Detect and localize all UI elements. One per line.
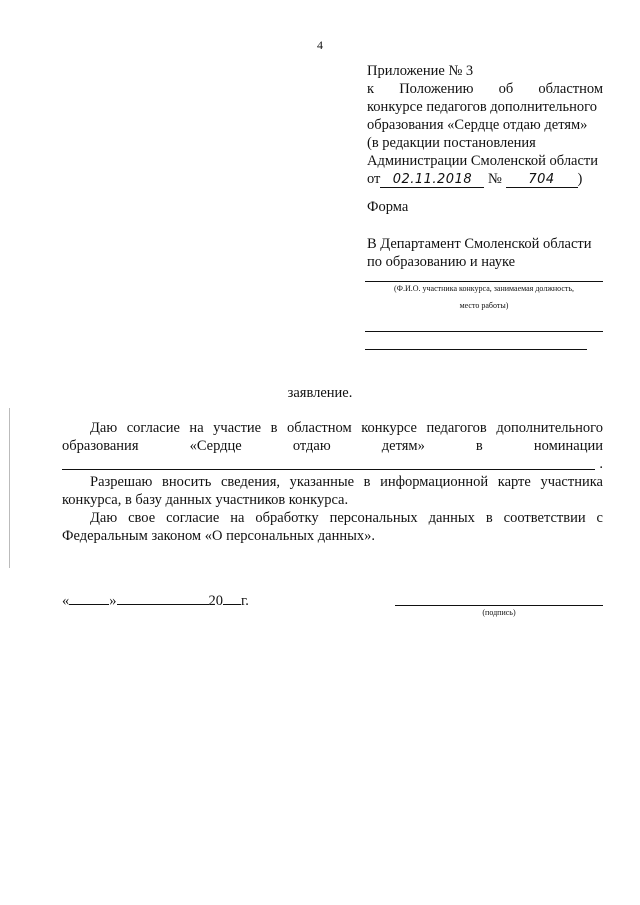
appendix-line-4: образования «Сердце отдаю детям» — [367, 117, 588, 133]
appendix-line-6: Администрации Смоленской области — [367, 153, 599, 169]
handwritten-number: 704 — [506, 172, 578, 188]
date-field — [62, 592, 249, 610]
blank-line-1 — [365, 331, 603, 332]
nomination-row — [62, 455, 603, 473]
word: Положению — [399, 81, 474, 97]
applicant-hint — [365, 283, 603, 312]
permission-paragraph: Разрешаю вносить сведения, указанные в информационной карте участника конкурса, в базу данных участников конкурса. — [62, 474, 603, 508]
year-suffix: г. — [241, 593, 249, 609]
signature-hint: (подпись) — [482, 608, 516, 617]
year-blank — [223, 592, 241, 605]
close-paren: ) — [577, 171, 583, 187]
addressee — [367, 235, 607, 271]
document-title: заявление. — [287, 385, 353, 401]
hint-line-1: (Ф.И.О. участника конкурса, занимаемая должность, — [393, 284, 575, 293]
appendix-line-3: конкурсе педагогов дополнительного — [367, 99, 597, 115]
hint-line-2: место работы) — [459, 301, 509, 310]
close-quote: » — [109, 593, 117, 609]
from-prefix: от — [367, 171, 381, 187]
applicant-name-line — [365, 281, 603, 282]
page-number: 4 — [317, 38, 323, 52]
nomination-line — [62, 469, 595, 470]
word: областном — [538, 81, 604, 97]
addressee-line-1: В Департамент Смоленской области — [367, 236, 592, 252]
appendix-title: Приложение № 3 — [367, 63, 474, 79]
appendix-header — [367, 62, 603, 188]
number-sign: № — [488, 171, 502, 187]
margin-mark — [9, 408, 10, 568]
data-consent-paragraph: Даю свое согласие на обработку персональных данных в соответствии с Федеральным законом «О персональных данных». — [62, 510, 603, 544]
month-blank — [117, 592, 209, 605]
form-label: Форма — [367, 199, 409, 215]
century: 20 — [208, 593, 223, 609]
word: к — [367, 81, 375, 97]
handwritten-date: 02.11.2018 — [380, 172, 484, 188]
day-blank — [69, 592, 109, 605]
word: об — [498, 81, 514, 97]
signature-line — [395, 605, 603, 606]
consent-line-1: Даю согласие на участие в областном конкурсе педагогов дополнительного — [90, 420, 603, 436]
addressee-line-2: по образованию и науке — [367, 254, 516, 270]
open-quote: « — [62, 593, 70, 609]
nomination-period: . — [599, 456, 603, 472]
appendix-date-number-line — [367, 170, 603, 188]
statement-body — [62, 419, 603, 545]
appendix-line-5: (в редакции постановления — [367, 135, 536, 151]
appendix-line-2 — [367, 80, 603, 98]
blank-line-2 — [365, 349, 587, 350]
consent-line-2: образования «Сердце отдаю детям» в номинации — [62, 438, 603, 454]
